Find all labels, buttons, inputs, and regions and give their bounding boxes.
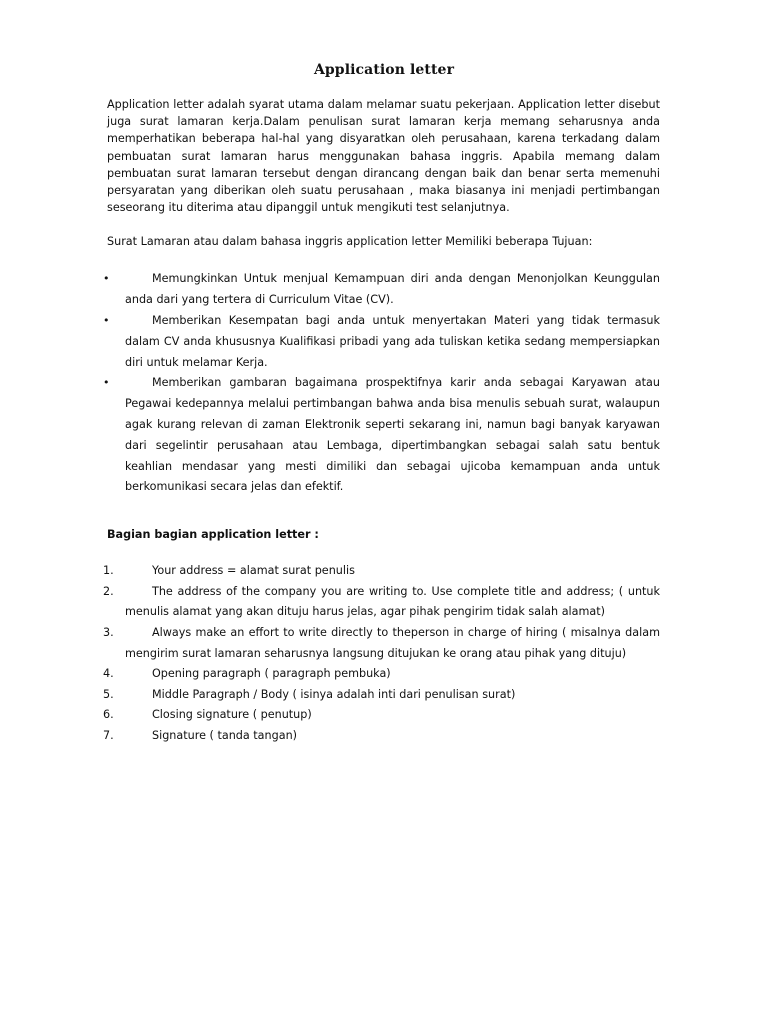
list-item (103, 664, 660, 685)
list-item (103, 373, 660, 498)
purpose-list (103, 269, 660, 498)
item-number: 3. (103, 625, 114, 639)
intro-paragraph: Application letter adalah syarat utama dalam melamar suatu pekerjaan. Application letter disebut juga surat lamaran kerja.Dalam penulisan surat lamaran kerja memang seharusnya anda memperhatikan beberapa hal-hal yang disyaratkan oleh perusahaan, karena terkadang dalam pembuatan surat lamaran harus menggunakan bahasa inggris. Apabila memang dalam pembuatan surat lamaran tersebut dengan dirancang dengan baik dan benar serta memenuhi persyaratan yang diberikan oleh suatu perusahaan , maka biasanya ini menjadi pertimbangan seseorang itu diterima atau dipanggil untuk mengikuti test selanjutnya. (107, 98, 660, 215)
list-item (103, 582, 660, 623)
part-item-text: Middle Paragraph / Body ( isinya adalah inti dari penulisan surat) (152, 687, 516, 701)
list-item (103, 561, 660, 582)
purpose-item-text: Memberikan gambaran bagaimana prospektifnya karir anda sebagai Karyawan atau Pegawai kedepannya melalui pertimbangan bahwa anda bisa menulis sebuah surat, walaupun agak kurang relevan di zaman Elektronik seperti sekarang ini, namun bagi banyak karyawan dari segelintir perusahaan atau Lembaga, dipertimbangkan sebagai salah satu bentuk keahlian mendasar yang mesti dimiliki dan sebagai ujicoba kemampuan anda untuk berkomunikasi secara jelas dan efektif. (125, 376, 660, 494)
parts-list (103, 561, 660, 746)
list-item (103, 685, 660, 706)
document-title: Application letter (313, 62, 455, 78)
purpose-item-text: Memberikan Kesempatan bagi anda untuk menyertakan Materi yang tidak termasuk dalam CV anda khususnya Kualifikasi pribadi yang ada tuliskan ketika sedang mempersiapkan diri untuk melamar Kerja. (125, 314, 660, 369)
part-item-text: Closing signature ( penutup) (152, 708, 312, 722)
list-item (103, 705, 660, 726)
item-number: 4. (103, 667, 114, 681)
list-item (103, 726, 660, 747)
list-item (103, 269, 660, 311)
item-number: 5. (103, 687, 114, 701)
bullet-icon: • (103, 314, 110, 328)
purpose-item-text: Memungkinkan Untuk menjual Kemampuan diri anda dengan Menonjolkan Keunggulan anda dari yang tertera di Curriculum Vitae (CV). (125, 272, 660, 307)
part-item-text: Your address = alamat surat penulis (152, 564, 355, 578)
list-item (103, 623, 660, 664)
bullet-icon: • (103, 272, 110, 286)
list-item (103, 311, 660, 373)
document-body (103, 96, 660, 747)
part-item-text: The address of the company you are writing to. Use complete title and address; ( untuk menulis alamat yang akan dituju harus jelas, agar pihak pengirim tidak salah alamat) (125, 584, 660, 619)
purpose-intro: Surat Lamaran atau dalam bahasa inggris application letter Memiliki beberapa Tujuan: (107, 235, 593, 249)
part-item-text: Signature ( tanda tangan) (152, 728, 298, 742)
part-item-text: Opening paragraph ( paragraph pembuka) (152, 667, 391, 681)
part-item-text: Always make an effort to write directly to theperson in charge of hiring ( misalnya dalam mengirim surat lamaran seharusnya langsung ditujukan ke orang atau pihak yang dituju) (125, 625, 660, 660)
item-number: 7. (103, 728, 114, 742)
bullet-icon: • (103, 376, 110, 390)
item-number: 2. (103, 584, 114, 598)
parts-heading: Bagian bagian application letter : (107, 528, 319, 542)
item-number: 1. (103, 564, 114, 578)
item-number: 6. (103, 708, 114, 722)
